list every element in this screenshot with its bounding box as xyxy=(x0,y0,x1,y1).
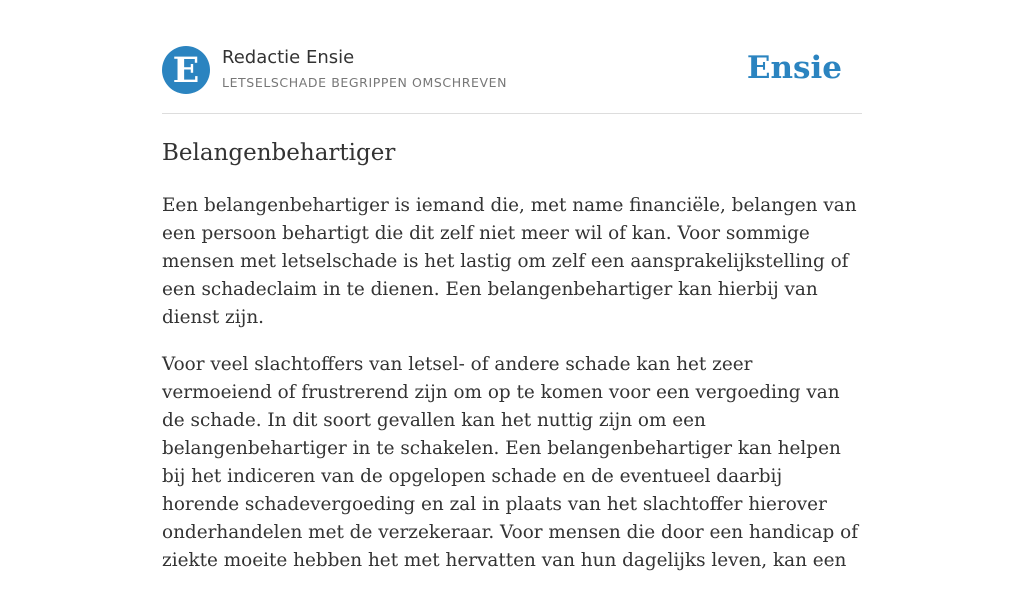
author-name[interactable]: Redactie Ensie xyxy=(222,47,355,68)
ensie-brand-logo[interactable]: Ensie xyxy=(746,50,842,86)
article-paragraph-1: Een belangenbehartiger is iemand die, met name financiële, belangen van een persoon behartigt die dit zelf niet meer wil of kan. Voor sommige mensen met letselschade is het lastig om zelf een aansprakelijkstelling of een schadeclaim in te dienen. Een belangenbehartiger kan hierbij van dienst zijn. xyxy=(162,195,857,328)
article-header xyxy=(162,46,862,96)
avatar-letter: E xyxy=(172,50,200,91)
article-body xyxy=(162,136,862,594)
article-title: Belangenbehartiger xyxy=(162,140,396,166)
ensie-logo-icon[interactable] xyxy=(162,46,210,94)
header-divider xyxy=(162,113,862,114)
collection-subtitle[interactable]: LETSELSCHADE BEGRIPPEN OMSCHREVEN xyxy=(222,75,508,90)
article-paragraph-2: Voor veel slachtoffers van letsel- of andere schade kan het zeer vermoeiend of frustrerend zijn om op te komen voor een vergoeding van de schade. In dit soort gevallen kan het nuttig zijn om een belangenbehartiger in te schakelen. Een belangenbehartiger kan helpen bij het indiceren van de opgelopen schade en de eventueel daarbij horende schadevergoeding en zal in plaats van het slachtoffer hierover onderhandelen met de verzekeraar. Voor mensen die door een handicap of ziekte moeite hebben het met hervatten van hun dagelijks leven, kan een xyxy=(162,354,859,571)
